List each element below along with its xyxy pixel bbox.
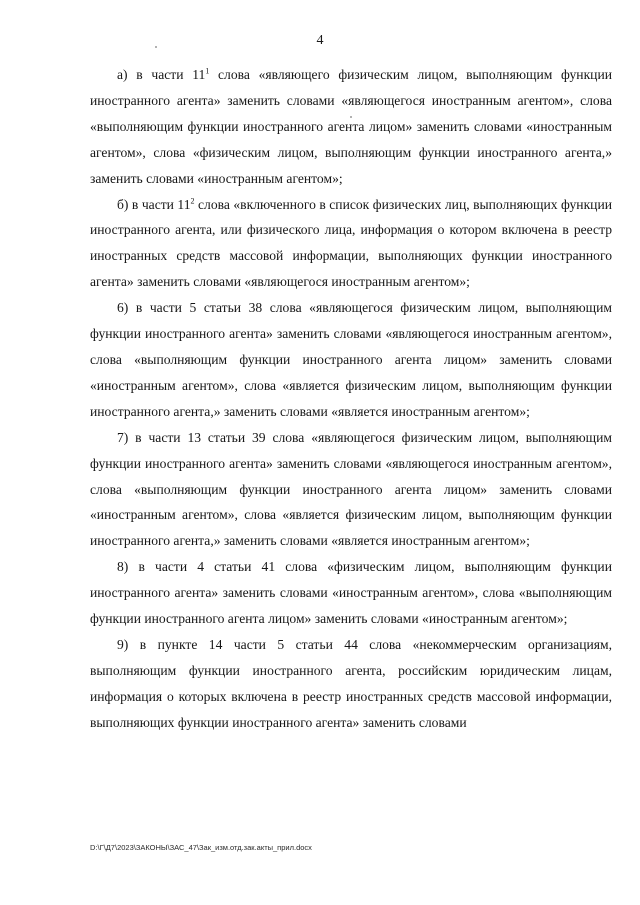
paragraph-7: 7) в части 13 статьи 39 слова «являющегося физическим лицом, выполняющим функции иностранного агента» заменить словами «являющегося иностранным агентом», слова «выполняющим функции иностранного агента лицом» заменить словами «иностранным агентом», слова «является физическим лицом, выполняющим функции иностранного агента,» заменить словами «является иностранным агентом»; bbox=[90, 429, 612, 549]
paragraph-b: б) в части $11^2$ слова «включенного в список физических лиц, выполняющих функции иностранного агента, или физического лица, информация о котором включена в реестр иностранных средств массовой информации, выполняющих функции иностранного агента» заменить словами «являющегося иностранным агентом»; bbox=[90, 196, 613, 290]
paragraph-8: 8) в части 4 статьи 41 слова «физическим лицом, выполняющим функции иностранного агента» заменить словами «иностранным агентом», слова «выполняющим функции иностранного агента лицом» заменить словами «иностранным агентом»; bbox=[90, 559, 612, 627]
paragraph-6: 6) в части 5 статьи 38 слова «являющегося физическим лицом, выполняющим функции иностранного агента» заменить словами «являющегося иностранным агентом», слова «выполняющим функции иностранного агента лицом» заменить словами «иностранным агентом», слова «является физическим лицом, выполняющим функции иностранного агента,» заменить словами «является иностранным агентом»; bbox=[90, 300, 612, 419]
paragraph-9: 9) в пункте 14 части 5 статьи 44 слова «некоммерческим организациям, выполняющим функции иностранного агента, российским юридическим лицам, информация о которых включена в реестр иностранных средств массовой информации, выполняющих функции иностранного агента» заменить словами bbox=[90, 636, 612, 730]
paragraph-a: а) в части $11^1$ слова «являющего физическим лицом, выполняющим функции иностранного агента» заменить словами «являющегося иностранным агентом», слова «выполняющим функции иностранного агента лицом» заменить словами «иностранным агентом», слова «физическим лицом, выполняющим функции иностранного агента,» заменить словами «иностранным агентом»; bbox=[90, 66, 612, 186]
page-number: 4 bbox=[316, 33, 324, 48]
scan-speck bbox=[155, 46, 157, 48]
footer-file-path: D:\Г\Д7\2023\ЗАКОНЫ\ЗАС_47\Зак_изм.отд.зак.акты_прил.docx bbox=[90, 843, 312, 852]
body-text bbox=[90, 62, 612, 736]
